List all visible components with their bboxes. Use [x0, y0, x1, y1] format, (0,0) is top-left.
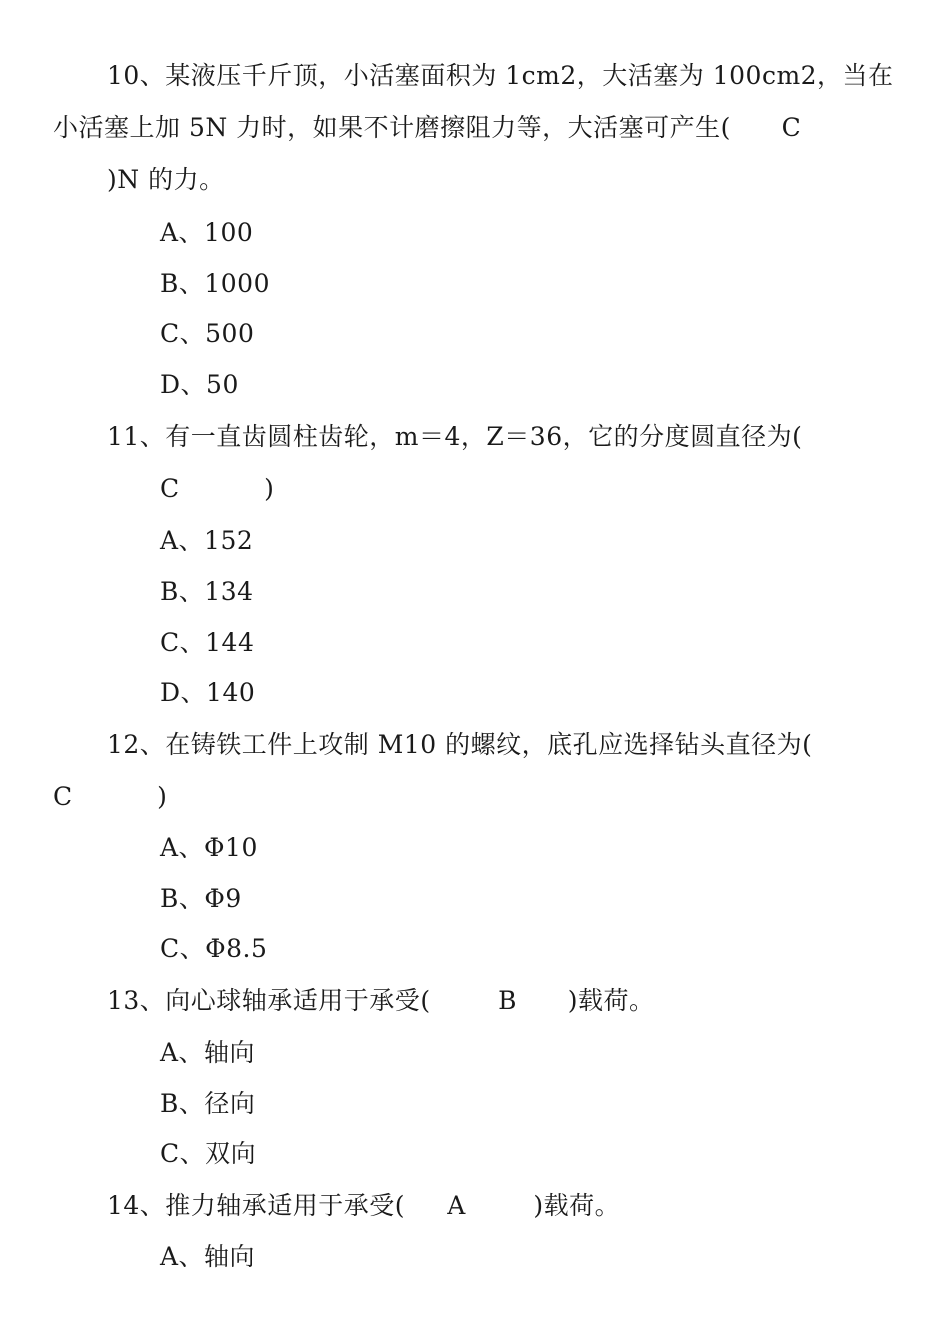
question-11-option-a: A、152 [160, 526, 254, 555]
question-14-option-a: A、轴向 [160, 1242, 256, 1271]
question-12-option-a: A、Φ10 [160, 833, 258, 862]
question-10-option-c: C、500 [160, 319, 255, 348]
question-11-option-d: D、140 [160, 678, 256, 707]
question-12-line-2: C ) [53, 782, 168, 811]
question-11-option-c: C、144 [160, 628, 255, 657]
question-12-option-b: B、Φ9 [160, 884, 242, 913]
question-10-option-b: B、1000 [160, 269, 270, 298]
question-13-line-1: 13、向心球轴承适用于承受( B )载荷。 [107, 986, 655, 1015]
question-13-option-c: C、双向 [160, 1139, 257, 1168]
question-10-line-2: 小活塞上加 5N 力时，如果不计磨擦阻力等，大活塞可产生( C [53, 113, 802, 142]
question-10-option-d: D、50 [160, 370, 239, 399]
question-10-option-a: A、100 [160, 218, 254, 247]
question-11-option-b: B、134 [160, 577, 254, 606]
question-10-line-3: )N 的力。 [107, 165, 225, 194]
question-12-line-1: 12、在铸铁工件上攻制 M10 的螺纹，底孔应选择钻头直径为( [107, 730, 813, 759]
question-13-option-a: A、轴向 [160, 1038, 256, 1067]
question-11-line-1: 11、有一直齿圆柱齿轮，m＝4，Z＝36，它的分度圆直径为( [107, 422, 803, 451]
question-11-line-2: C ) [160, 474, 275, 503]
question-13-option-b: B、径向 [160, 1089, 256, 1118]
question-12-option-c: C、Φ8.5 [160, 934, 268, 963]
question-10-line-1: 10、某液压千斤顶，小活塞面积为 1cm2，大活塞为 100cm2，当在 [107, 61, 894, 90]
question-14-line-1: 14、推力轴承适用于承受( A )载荷。 [107, 1191, 621, 1220]
